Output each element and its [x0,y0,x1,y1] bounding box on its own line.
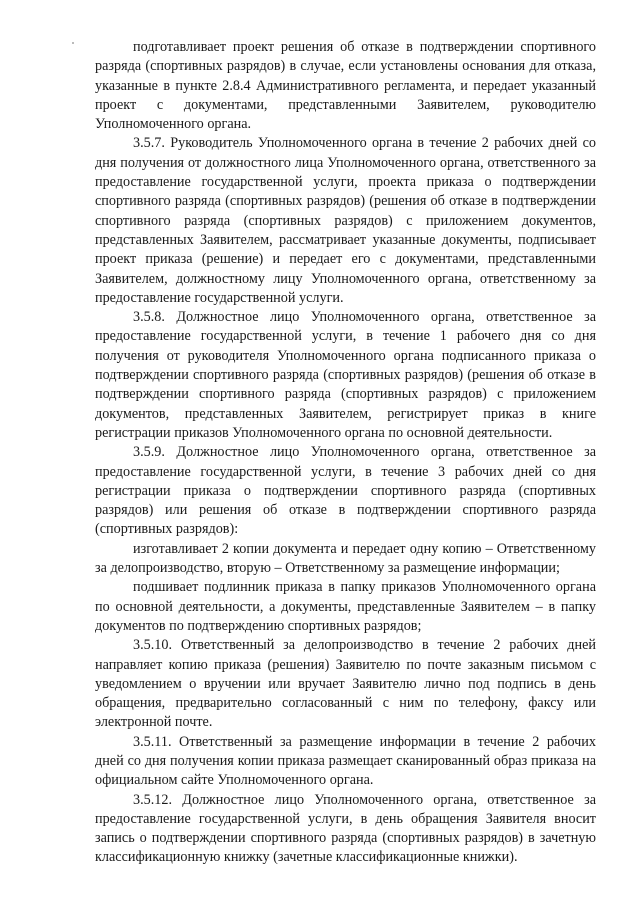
paragraph-3-5-10: 3.5.10. Ответственный за делопроизводство в течение 2 рабочих дней направляет копию приказа (решения) Заявителю по почте заказным письмом с уведомлением о вручении или вручает Заявителю лично под подпись в день обращения, предварительно согласованный с ним по телефону, факсу или электронной почте. [95,637,596,731]
paragraph-3-5-7: 3.5.7. Руководитель Уполномоченного органа в течение 2 рабочих дней со дня получения от должностного лица Уполномоченного органа, ответственного за предоставление государственной услуги, проекта приказа о подтверждении спортивного разряда (спортивных разрядов) (решения об отказе в подтверждении спортивного разряда (спортивных разрядов) с приложением документов, представленных Заявителем, рассматривает указанные документы, подписывает проект приказа (решение) и передает его с документами, представленными Заявителем, должностному лицу Уполномоченного органа, ответственному за предоставление государственной услуги. [95,135,596,306]
scan-mark [72,42,74,44]
paragraph-3-5-8: 3.5.8. Должностное лицо Уполномоченного органа, ответственное за предоставление государственной услуги, в течение 1 рабочего дня со дня получения от руководителя Уполномоченного органа подписанного приказа о подтверждении спортивного разряда (спортивных разрядов) (решения об отказе в подтверждении спортивного разряда (спортивных разрядов) с приложением документов, представленных Заявителем, регистрирует приказ в книге регистрации приказов Уполномоченного органа по основной деятельности. [95,309,596,441]
paragraph-continuation: подготавливает проект решения об отказе в подтверждении спортивного разряда (спортивных разрядов) в случае, если установлены основания для отказа, указанные в пункте 2.8.4 Административного регламента, и передает указанный проект с документами, представленными Заявителем, руководителю Уполномоченного органа. [95,39,596,133]
paragraph-3-5-9-item-filing: подшивает подлинник приказа в папку приказов Уполномоченного органа по основной деятельности, а документы, представленные Заявителем – в папку документов по подтверждению спортивных разрядов; [95,579,596,634]
paragraph-3-5-12: 3.5.12. Должностное лицо Уполномоченного органа, ответственное за предоставление государственной услуги, в день обращения Заявителя вносит запись о подтверждении спортивного разряда (спортивных разрядов) в зачетную классификационную книжку (зачетные классификационные книжки). [95,791,596,866]
paragraph-3-5-9-item-copies: изготавливает 2 копии документа и передает одну копию – Ответственному за делопроизводство, вторую – Ответственному за размещение информации; [95,540,596,577]
paragraph-3-5-9: 3.5.9. Должностное лицо Уполномоченного органа, ответственное за предоставление государственной услуги, в течение 3 рабочих дней со дня регистрации приказа о подтверждении спортивного разряда (спортивных разрядов) или решения об отказе в подтверждении спортивного разряда (спортивных разрядов): [95,444,596,538]
paragraph-3-5-11: 3.5.11. Ответственный за размещение информации в течение 2 рабочих дней со дня получения копии приказа размещает сканированный образ приказа на официальном сайте Уполномоченного органа. [95,733,596,789]
